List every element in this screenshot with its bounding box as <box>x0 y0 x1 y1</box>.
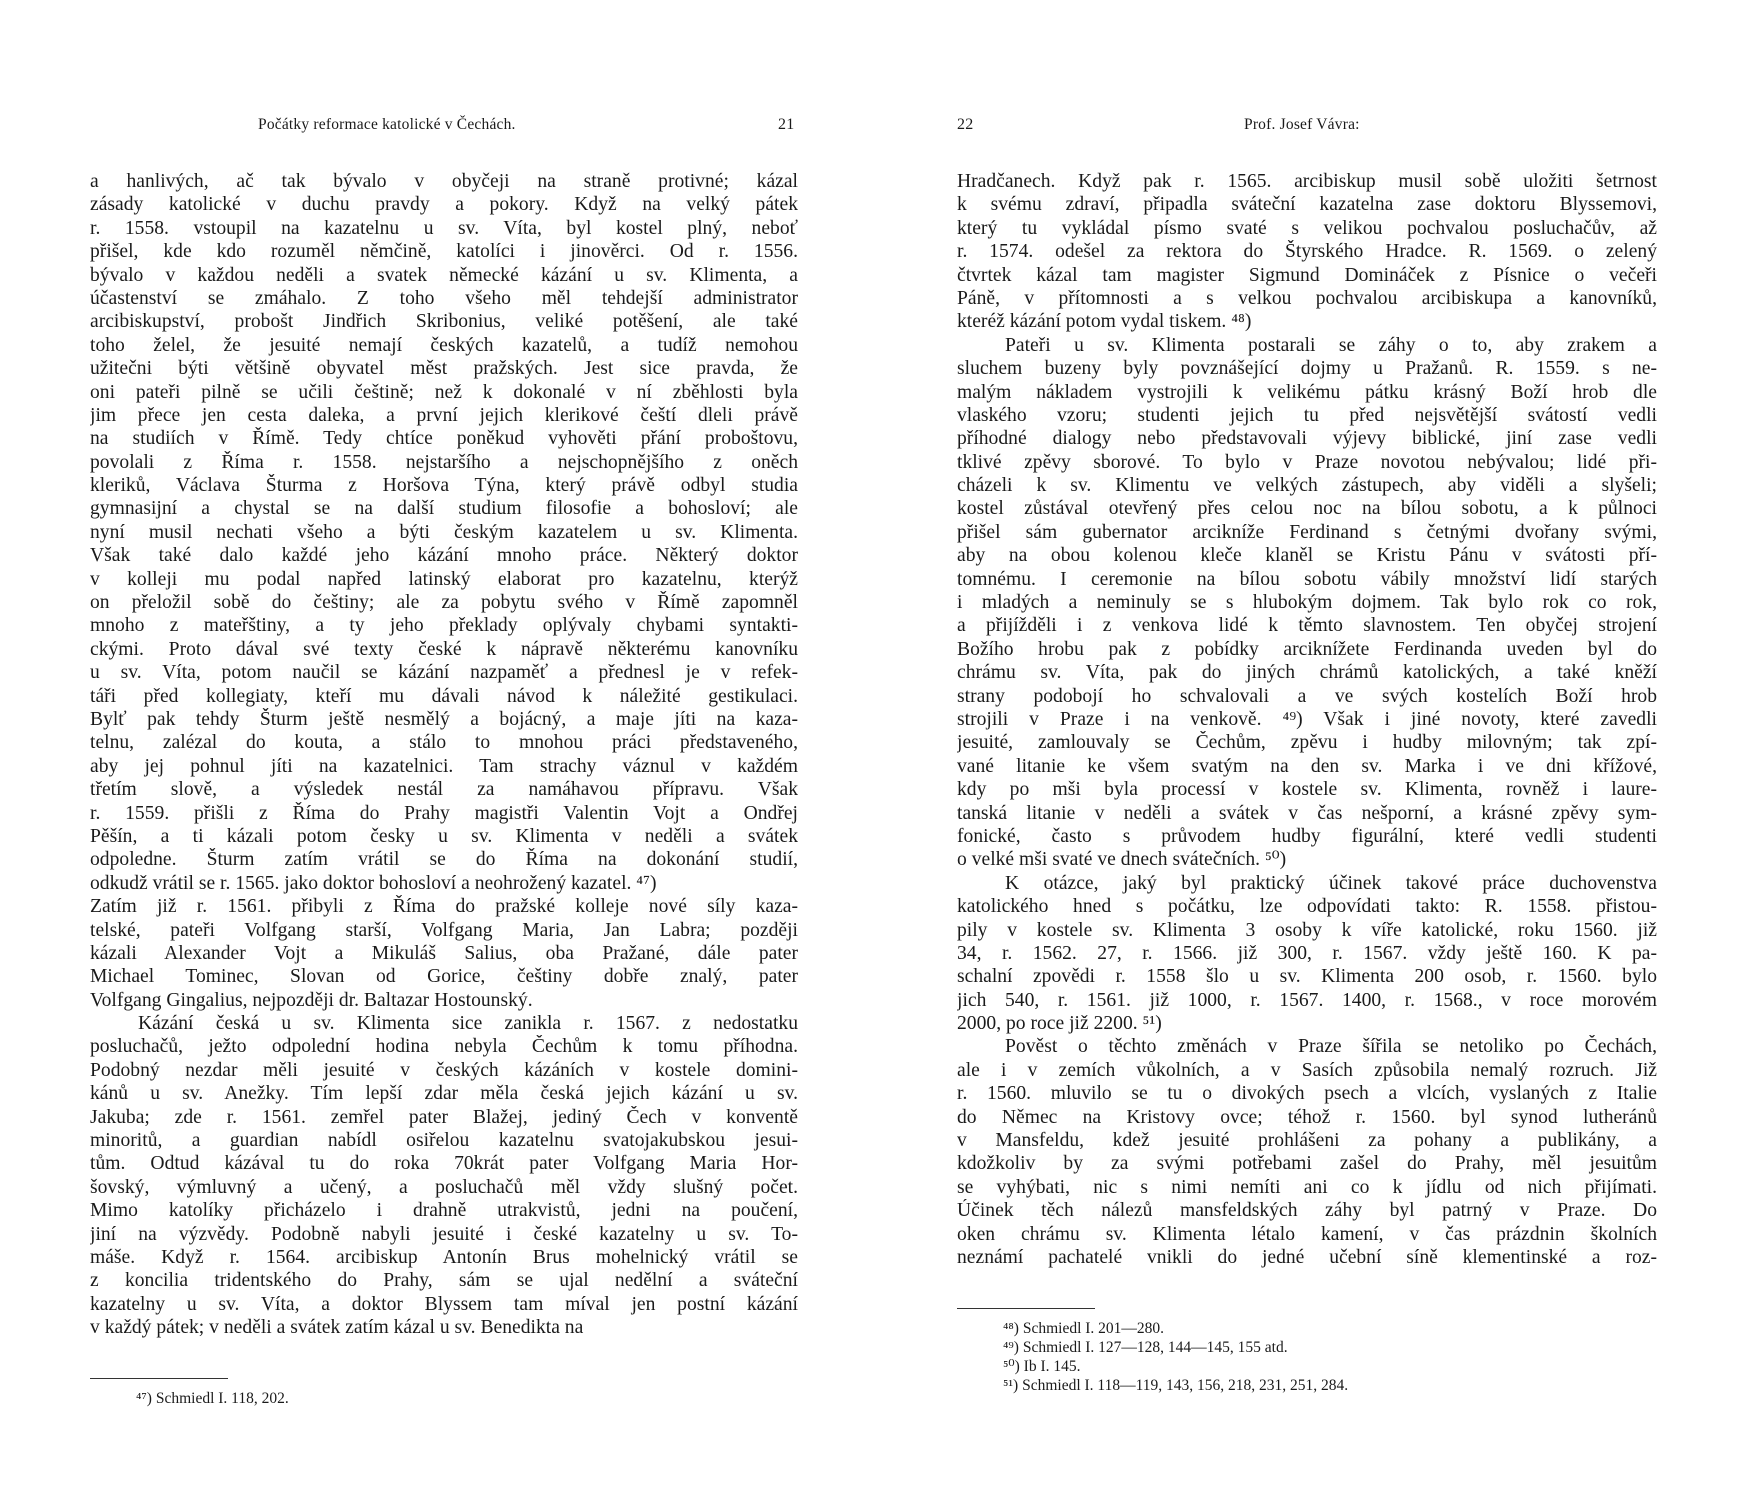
text-line: sluchem buzeny byly povznášející dojmy u Pražanů. R. 1559. s ne- <box>957 358 1657 380</box>
text-line: a hanlivých, ač tak bývalo v obyčeji na straně protivné; kázal <box>90 171 798 192</box>
text-line: v kolleji mu podal napřed latinský elaborat pro kazatelnu, kterýž <box>90 568 798 590</box>
text-line: toho želel, že jesuité nemají českých kazatelů, a tudíž nemohou <box>90 334 798 356</box>
text-line: cházeli k sv. Klimentu ve velkých zástupech, aby viděli a slyšeli; <box>957 475 1657 497</box>
text-line: třetím slově, a výsledek nestál za namáhavou přípravu. Však <box>90 779 798 801</box>
text-line: telské, pateři Volfgang starší, Volfgang Maria, Jan Labra; později <box>90 919 798 941</box>
text-line: pily v kostele sv. Klimenta 3 osoby k víře katolické, roku 1560. již <box>957 919 1657 941</box>
text-line: kánů u sv. Anežky. Tím lepší zdar měla česká jejich kázání u sv. <box>90 1083 798 1105</box>
text-line: čtvrtek kázal tam magister Sigmund Domináček z Písnice o večeři <box>957 264 1657 286</box>
text-line: on přeložil sobě do češtiny; ale za pobytu svého v Římě zapomněl <box>90 592 798 614</box>
footnote: ⁴⁷) Schmiedl I. 118, 202. <box>136 1390 289 1407</box>
text-line: Bylť pak tehdy Šturm ještě nesmělý a bojácný, a maje jíti na kaza- <box>90 708 798 730</box>
text-line: v každý pátek; v neděli a svátek zatím kázal u sv. Benedikta na <box>90 1317 584 1339</box>
text-line: na studiích v Římě. Tedy chtíce poněkud vyhověti přání proboštovu, <box>90 428 798 450</box>
left-page <box>90 0 798 1500</box>
text-line: jiní na výzvědy. Podobně nabyli jesuité i české kazatelny u sv. To- <box>90 1223 798 1245</box>
text-line: jim přece jen cesta daleka, a první jejich klerikové čeští dleli právě <box>90 404 798 426</box>
text-line: tklivé zpěvy sborové. To bylo v Praze novotou nebývalou; lidé při- <box>957 451 1657 473</box>
text-line: táři před kollegiaty, kteří mu dávali návod k náležité gestikulaci. <box>90 685 798 707</box>
text-line: o velké mši svaté ve dnech svátečních. ⁵⁰) <box>957 849 1287 871</box>
text-line: máše. Když r. 1564. arcibiskup Antonín Brus mohelnický vrátil se <box>90 1246 798 1268</box>
text-line: Kázání česká u sv. Klimenta sice zanikla r. 1567. z nedostatku <box>138 1013 798 1035</box>
text-line: Podobný nezdar měli jesuité v českých kázáních v kostele domini- <box>90 1059 798 1081</box>
text-line: jich 540, r. 1561. již 1000, r. 1567. 1400, r. 1568., v roce morovém <box>957 989 1657 1011</box>
left-footnotes <box>90 1378 798 1408</box>
right-page <box>957 0 1657 1500</box>
text-line: Zatím již r. 1561. přibyli z Říma do pražské kolleje nové síly kaza- <box>90 896 798 918</box>
text-line: kostel zůstával otevřený přes celou noc na bílou sobotu, a k půlnoci <box>957 498 1657 520</box>
text-line: Božího hrobu pak z pobídky arciknížete Ferdinanda uveden byl do <box>957 638 1657 660</box>
text-line: r. 1560. mluvilo se tu o divokých psech a vlcích, vyslaných z Italie <box>957 1083 1657 1105</box>
left-body-text <box>90 170 798 1340</box>
text-line: oni pateři pilně se učili češtině; než k dokonalé v ní zběhlosti byla <box>90 381 798 403</box>
text-line: i mladých a neminuly se s hlubokým dojmem. Tak bylo rok co rok, <box>957 592 1657 614</box>
footnote: ⁴⁸) Schmiedl I. 201—280. <box>1003 1320 1165 1337</box>
text-line: neznámí pachatelé vnikli do jedné učební síně klementinské a roz- <box>957 1246 1657 1268</box>
text-line: odkudž vrátil se r. 1565. jako doktor bohosloví a neohrožený kazatel. ⁴⁷) <box>90 872 657 894</box>
footnote-rule <box>957 1308 1095 1309</box>
text-line: aby na obou kolenou kleče klaněl se Kristu Pánu v svátosti pří- <box>957 545 1657 567</box>
text-line: přišel, kde kdo rozuměl němčině, katolíci i jinověrci. Od r. 1556. <box>90 241 798 263</box>
text-line: r. 1574. odešel za rektora do Štyrského Hradce. R. 1569. o zelený <box>957 241 1657 263</box>
text-line: tanská litanie v neděli a svátek v čas nešporní, a krásné zpěvy sym- <box>957 802 1657 824</box>
text-line: oken chrámu sv. Klimenta létalo kamení, v čas prázdnin školních <box>957 1223 1657 1245</box>
text-line: schalní zpovědi r. 1558 šlo u sv. Klimenta 200 osob, r. 1560. bylo <box>957 966 1657 988</box>
left-running-title: Počátky reformace katolické v Čechách. <box>258 116 516 133</box>
text-line: přišel sám gubernator arcikníže Ferdinand s četnými dvořany svými, <box>957 521 1657 543</box>
text-line: vlaského vzoru; studenti jejich tu před nejsvětější svátostí vedli <box>957 404 1657 426</box>
text-line: v Mansfeldu, kdež jesuité prohlášeni za pohany a publikány, a <box>957 1130 1657 1152</box>
text-line: chrámu sv. Víta, pak do jiných chrámů katolických, a také kněží <box>957 662 1657 684</box>
text-line: z koncilia tridentského do Prahy, sám se ujal nedělní a sváteční <box>90 1270 798 1292</box>
text-line: posluchačů, ježto odpolední hodina nebyla Čechům k tomu příhodna. <box>90 1036 798 1058</box>
text-line: a přijížděli i z venkova lidé k těmto slavnostem. Ten obyčej strojení <box>957 615 1657 637</box>
text-line: aby jej pohnul jíti na kazatelnici. Tam strachy váznul v každém <box>90 755 798 777</box>
text-line: do Němec na Kristovy ovce; téhož r. 1560. byl synod lutheránů <box>957 1106 1657 1128</box>
text-line: Pěšín, a ti kázali potom česky u sv. Klimenta v neděli a svátek <box>90 825 798 847</box>
text-line: účastenství se zmáhalo. Z toho všeho měl tehdejší administrator <box>90 287 798 309</box>
text-line: šovský, výmluvný a učený, a posluchačů měl vždy slušný počet. <box>90 1176 798 1198</box>
text-line: tomnému. I ceremonie na bílou sobotu vábily množství lidí starých <box>957 568 1657 590</box>
text-line: mnoho z mateřštiny, a ty jeho překlady oplývaly chybami syntakti- <box>90 615 798 637</box>
text-line: arcibiskupství, probošt Jindřich Skribonius, veliké potěšení, ale také <box>90 311 798 333</box>
text-line: kleriků, Václava Šturma z Horšova Týna, který právě odbyl studia <box>90 475 798 497</box>
text-line: u sv. Víta, potom naučil se kázání nazpaměť a přednesl je v refek- <box>90 662 798 684</box>
text-line: ckými. Proto dával své texty české k nápravě některému kanovníku <box>90 638 798 660</box>
text-line: telnu, zalézal do kouta, a stálo to mnohou práci představeného, <box>90 732 798 754</box>
text-line: užitečni býti většině obyvatel měst pražských. Jest sice pravda, že <box>90 358 798 380</box>
right-footnotes <box>957 1308 1657 1395</box>
left-running-head <box>90 116 798 140</box>
text-line: Hradčanech. Když pak r. 1565. arcibiskup musil sobě uložiti šetrnost <box>957 171 1657 192</box>
right-running-title: Prof. Josef Vávra: <box>1244 116 1360 133</box>
footnote: ⁵⁰) Ib I. 145. <box>1003 1358 1081 1375</box>
text-line: ale i v zemích vůkolních, a v Sasích způsobila nemalý rozruch. Již <box>957 1059 1657 1081</box>
text-line: fonické, často s průvodem hudby figurální, které vedli studenti <box>957 825 1657 847</box>
text-line: povolali z Říma r. 1558. nejstaršího a nejschopnějšího z oněch <box>90 451 798 473</box>
footnote: ⁵¹) Schmiedl I. 118—119, 143, 156, 218, 231, 251, 284. <box>1003 1377 1349 1394</box>
text-line: zásady katolické v duchu pravdy a pokory. Když na velký pátek <box>90 194 798 216</box>
text-line: kteréž kázání potom vydal tiskem. ⁴⁸) <box>957 311 1252 333</box>
text-line: kdy po mši byla processí v kostele sv. Klimenta, rovněž i laure- <box>957 779 1657 801</box>
text-line: Pateři u sv. Klimenta postarali se záhy o to, aby zrakem a <box>1005 334 1657 356</box>
text-line: tům. Odtud kázával tu do roka 70krát pater Volfgang Maria Hor- <box>90 1153 798 1175</box>
text-line: příhodné dialogy nebo představovali výjevy biblické, jiní zase vedli <box>957 428 1657 450</box>
text-line: odpoledne. Šturm zatím vrátil se do Říma na dokonání studií, <box>90 849 798 871</box>
text-line: který tu vykládal písmo svaté s velikou pochvalou posluchačův, až <box>957 217 1657 239</box>
footnote-rule <box>90 1378 228 1379</box>
text-line: nyní musil nechati všeho a býti českým kazatelem u sv. Klimenta. <box>90 521 798 543</box>
text-line: kdožkoliv by za svými potřebami zašel do Prahy, měl jesuitům <box>957 1153 1657 1175</box>
text-line: Volfgang Gingalius, nejpozději dr. Baltazar Hostounský. <box>90 989 533 1011</box>
text-line: strany podobojí ho schvalovali a ve svých kostelích Boží hrob <box>957 685 1657 707</box>
right-body-text <box>957 170 1657 1269</box>
text-line: k svému zdraví, připadla sváteční kazatelna zase doktoru Blyssemovi, <box>957 194 1657 216</box>
text-line: Účinek těch nálezů mansfeldských záhy byl patrný v Praze. Do <box>957 1200 1657 1222</box>
text-line: strojili v Praze i na venkově. ⁴⁹) Však i jiné novoty, které zavedli <box>957 708 1657 730</box>
text-line: Mimo katolíky přicházelo i drahně utrakvistů, jedni na poučení, <box>90 1200 798 1222</box>
text-line: Pověst o těchto změnách v Praze šířila se netoliko po Čechách, <box>1005 1036 1657 1058</box>
text-line: vané litanie ke všem svatým na den sv. Marka i ve dni křížové, <box>957 755 1657 777</box>
text-line: Michael Tominec, Slovan od Gorice, češtiny dobře znalý, pater <box>90 966 798 988</box>
text-line: malým nákladem vystrojili k velikému pátku krásný Boží hrob dle <box>957 381 1657 403</box>
text-line: 2000, po roce již 2200. ⁵¹) <box>957 1013 1162 1035</box>
text-line: Páně, v přítomnosti a s velkou pochvalou arcibiskupa a kanovníků, <box>957 287 1657 309</box>
text-line: kázali Alexander Vojt a Mikuláš Salius, oba Pražané, dále pater <box>90 942 798 964</box>
text-line: Však také dalo každé jeho kázání mnoho práce. Některý doktor <box>90 545 798 567</box>
right-page-number: 22 <box>957 116 974 133</box>
text-line: minoritů, a guardian nabídl osiřelou kazatelnu svatojakubskou jesui- <box>90 1130 798 1152</box>
text-line: r. 1559. přišli z Říma do Prahy magistři Valentin Vojt a Ondřej <box>90 802 798 824</box>
right-running-head <box>957 116 1657 140</box>
text-line: bývalo v každou neděli a svatek německé kázání u sv. Klimenta, a <box>90 264 798 286</box>
text-line: kazatelny u sv. Víta, a doktor Blyssem tam míval jen postní kázání <box>90 1293 798 1315</box>
text-line: 34, r. 1562. 27, r. 1566. již 300, r. 1567. vždy ještě 160. K pa- <box>957 942 1657 964</box>
footnote: ⁴⁹) Schmiedl I. 127—128, 144—145, 155 atd. <box>1003 1339 1288 1356</box>
text-line: Jakuba; zde r. 1561. zemřel pater Blažej, jediný Čech v konventě <box>90 1106 798 1128</box>
left-page-number: 21 <box>778 116 795 133</box>
text-line: K otázce, jaký byl praktický účinek takové práce duchovenstva <box>1005 872 1657 894</box>
text-line: katolického hned s počátku, lze odpovídati takto: R. 1558. přistou- <box>957 896 1657 918</box>
text-line: r. 1558. vstoupil na kazatelnu u sv. Víta, byl kostel plný, neboť <box>90 217 798 239</box>
text-line: se vyhýbati, nic s nimi nemíti ani co k jídlu od nich přijímati. <box>957 1176 1657 1198</box>
text-line: jesuité, zamlouvaly se Čechům, zpěvu i hudby milovným; tak zpí- <box>957 732 1657 754</box>
text-line: gymnasijní a chystal se na další studium filosofie a bohosloví; ale <box>90 498 798 520</box>
